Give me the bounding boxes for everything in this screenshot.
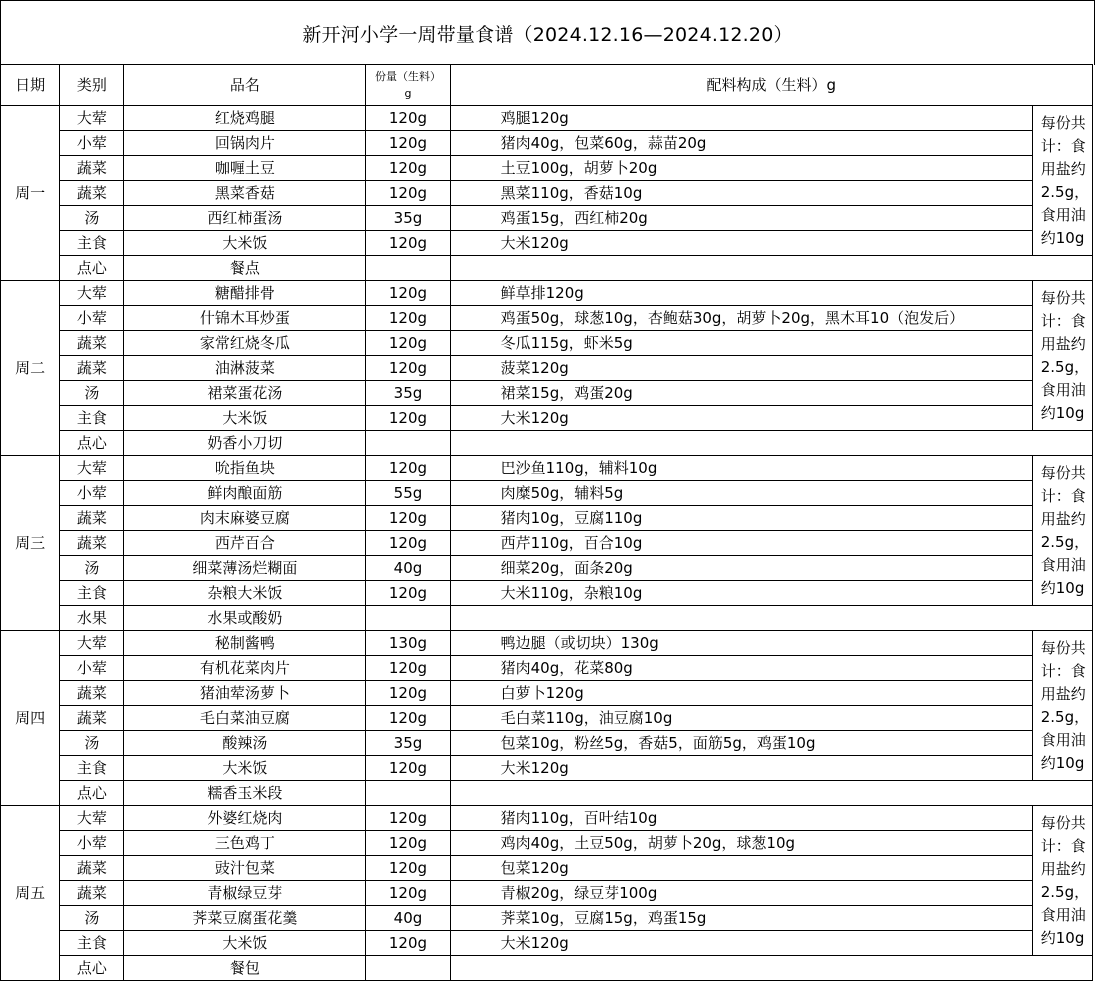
ingredients-cell: 鲜草排120g (450, 281, 1032, 306)
dish-name-cell: 水果或酸奶 (124, 606, 366, 631)
category-cell: 点心 (60, 431, 124, 456)
table-row (1, 131, 1093, 156)
portion-cell: 120g (366, 106, 450, 131)
category-cell: 汤 (60, 206, 124, 231)
dish-name-cell: 奶香小刀切 (124, 431, 366, 456)
category-cell: 主食 (60, 931, 124, 956)
header-category: 类别 (60, 65, 124, 106)
portion-cell: 120g (366, 806, 450, 831)
ingredients-cell (450, 781, 1092, 806)
dish-name-cell: 青椒绿豆芽 (124, 881, 366, 906)
ingredients-cell (450, 256, 1092, 281)
ingredients-cell (450, 956, 1092, 981)
portion-cell: 130g (366, 631, 450, 656)
table-row (1, 856, 1093, 881)
seasoning-note: 每份共计：食用盐约2.5g，食用油约10g (1032, 106, 1092, 256)
dish-name-cell: 什锦木耳炒蛋 (124, 306, 366, 331)
category-cell: 大荤 (60, 806, 124, 831)
table-row (1, 531, 1093, 556)
ingredients-cell: 西芹110g，百合10g (450, 531, 1032, 556)
page-title: 新开河小学一周带量食谱（2024.12.16—2024.12.20） (0, 0, 1095, 65)
portion-cell (366, 781, 450, 806)
table-row (1, 581, 1093, 606)
ingredients-cell: 鸡肉40g，土豆50g，胡萝卜20g，球葱10g (450, 831, 1032, 856)
seasoning-note: 每份共计：食用盐约2.5g，食用油约10g (1032, 456, 1092, 606)
portion-cell (366, 956, 450, 981)
ingredients-cell: 黑菜110g，香菇10g (450, 181, 1032, 206)
portion-cell: 120g (366, 706, 450, 731)
category-cell: 蔬菜 (60, 706, 124, 731)
ingredients-cell: 大米110g，杂粮10g (450, 581, 1032, 606)
portion-cell: 120g (366, 506, 450, 531)
category-cell: 汤 (60, 906, 124, 931)
table-row (1, 356, 1093, 381)
portion-cell: 120g (366, 181, 450, 206)
day-label: 周二 (1, 281, 60, 456)
category-cell: 蔬菜 (60, 506, 124, 531)
ingredients-cell: 大米120g (450, 931, 1032, 956)
table-row (1, 456, 1093, 481)
header-dish: 品名 (124, 65, 366, 106)
header-row (1, 65, 1093, 106)
dish-name-cell: 毛白菜油豆腐 (124, 706, 366, 731)
portion-cell: 40g (366, 906, 450, 931)
ingredients-cell: 包菜10g，粉丝5g，香菇5，面筋5g，鸡蛋10g (450, 731, 1032, 756)
dish-name-cell: 家常红烧冬瓜 (124, 331, 366, 356)
dish-name-cell: 有机花菜肉片 (124, 656, 366, 681)
portion-cell: 120g (366, 931, 450, 956)
category-cell: 蔬菜 (60, 331, 124, 356)
dish-name-cell: 餐包 (124, 956, 366, 981)
table-row (1, 281, 1093, 306)
category-cell: 小荤 (60, 831, 124, 856)
category-cell: 点心 (60, 956, 124, 981)
table-row (1, 231, 1093, 256)
ingredients-cell: 巴沙鱼110g，辅料10g (450, 456, 1032, 481)
ingredients-cell: 白萝卜120g (450, 681, 1032, 706)
table-row (1, 756, 1093, 781)
category-cell: 汤 (60, 731, 124, 756)
table-row (1, 506, 1093, 531)
table-row (1, 556, 1093, 581)
ingredients-cell: 肉糜50g，辅料5g (450, 481, 1032, 506)
portion-cell: 55g (366, 481, 450, 506)
table-row (1, 606, 1093, 631)
dish-name-cell: 三色鸡丁 (124, 831, 366, 856)
table-row (1, 881, 1093, 906)
header-portion (366, 65, 450, 106)
day-label: 周三 (1, 456, 60, 631)
category-cell: 大荤 (60, 106, 124, 131)
portion-cell: 35g (366, 206, 450, 231)
portion-cell: 120g (366, 581, 450, 606)
header-date: 日期 (1, 65, 60, 106)
category-cell: 大荤 (60, 456, 124, 481)
ingredients-cell: 土豆100g，胡萝卜20g (450, 156, 1032, 181)
dish-name-cell: 红烧鸡腿 (124, 106, 366, 131)
dish-name-cell: 餐点 (124, 256, 366, 281)
dish-name-cell: 吮指鱼块 (124, 456, 366, 481)
menu-body (1, 106, 1093, 981)
portion-cell: 120g (366, 231, 450, 256)
day-label: 周五 (1, 806, 60, 981)
ingredients-cell: 包菜120g (450, 856, 1032, 881)
ingredients-cell: 大米120g (450, 756, 1032, 781)
table-row (1, 256, 1093, 281)
table-row (1, 956, 1093, 981)
portion-cell (366, 606, 450, 631)
category-cell: 小荤 (60, 481, 124, 506)
dish-name-cell: 秘制酱鸭 (124, 631, 366, 656)
table-row (1, 431, 1093, 456)
table-row (1, 631, 1093, 656)
dish-name-cell: 外婆红烧肉 (124, 806, 366, 831)
ingredients-cell: 大米120g (450, 231, 1032, 256)
dish-name-cell: 大米饭 (124, 231, 366, 256)
category-cell: 大荤 (60, 631, 124, 656)
category-cell: 蔬菜 (60, 356, 124, 381)
table-row (1, 656, 1093, 681)
table-row (1, 706, 1093, 731)
table-row (1, 481, 1093, 506)
category-cell: 小荤 (60, 656, 124, 681)
menu-table (0, 64, 1093, 981)
category-cell: 大荤 (60, 281, 124, 306)
seasoning-note: 每份共计：食用盐约2.5g，食用油约10g (1032, 806, 1092, 956)
category-cell: 蔬菜 (60, 681, 124, 706)
dish-name-cell: 肉末麻婆豆腐 (124, 506, 366, 531)
portion-cell: 120g (366, 331, 450, 356)
category-cell: 蔬菜 (60, 156, 124, 181)
portion-cell: 120g (366, 681, 450, 706)
day-label: 周一 (1, 106, 60, 281)
dish-name-cell: 咖喱土豆 (124, 156, 366, 181)
dish-name-cell: 猪油荤汤萝卜 (124, 681, 366, 706)
table-row (1, 381, 1093, 406)
ingredients-cell: 裙菜15g，鸡蛋20g (450, 381, 1032, 406)
portion-cell: 120g (366, 131, 450, 156)
portion-cell: 120g (366, 881, 450, 906)
category-cell: 汤 (60, 556, 124, 581)
portion-cell: 120g (366, 306, 450, 331)
day-label: 周四 (1, 631, 60, 806)
table-row (1, 806, 1093, 831)
dish-name-cell: 西红柿蛋汤 (124, 206, 366, 231)
category-cell: 主食 (60, 231, 124, 256)
dish-name-cell: 杂粮大米饭 (124, 581, 366, 606)
table-row (1, 306, 1093, 331)
category-cell: 蔬菜 (60, 181, 124, 206)
portion-cell: 120g (366, 456, 450, 481)
category-cell: 蔬菜 (60, 531, 124, 556)
table-row (1, 831, 1093, 856)
portion-cell: 120g (366, 531, 450, 556)
portion-cell: 35g (366, 381, 450, 406)
ingredients-cell: 冬瓜115g，虾米5g (450, 331, 1032, 356)
table-row (1, 181, 1093, 206)
dish-name-cell: 大米饭 (124, 931, 366, 956)
ingredients-cell: 鸡腿120g (450, 106, 1032, 131)
ingredients-cell: 毛白菜110g，油豆腐10g (450, 706, 1032, 731)
ingredients-cell: 青椒20g，绿豆芽100g (450, 881, 1032, 906)
dish-name-cell: 裙菜蛋花汤 (124, 381, 366, 406)
table-row (1, 206, 1093, 231)
portion-cell: 120g (366, 406, 450, 431)
portion-cell (366, 431, 450, 456)
dish-name-cell: 细菜薄汤烂糊面 (124, 556, 366, 581)
dish-name-cell: 油淋菠菜 (124, 356, 366, 381)
portion-cell: 120g (366, 281, 450, 306)
dish-name-cell: 大米饭 (124, 406, 366, 431)
seasoning-note: 每份共计：食用盐约2.5g，食用油约10g (1032, 631, 1092, 781)
portion-cell: 40g (366, 556, 450, 581)
ingredients-cell: 猪肉40g，包菜60g，蒜苗20g (450, 131, 1032, 156)
category-cell: 主食 (60, 406, 124, 431)
dish-name-cell: 豉汁包菜 (124, 856, 366, 881)
table-row (1, 681, 1093, 706)
portion-cell: 35g (366, 731, 450, 756)
dish-name-cell: 西芹百合 (124, 531, 366, 556)
table-row (1, 106, 1093, 131)
portion-cell: 120g (366, 356, 450, 381)
dish-name-cell: 回锅肉片 (124, 131, 366, 156)
ingredients-cell: 猪肉110g，百叶结10g (450, 806, 1032, 831)
portion-cell (366, 256, 450, 281)
ingredients-cell: 猪肉40g，花菜80g (450, 656, 1032, 681)
ingredients-cell: 荠菜10g，豆腐15g，鸡蛋15g (450, 906, 1032, 931)
category-cell: 主食 (60, 756, 124, 781)
ingredients-cell (450, 606, 1092, 631)
category-cell: 小荤 (60, 306, 124, 331)
table-row (1, 731, 1093, 756)
dish-name-cell: 大米饭 (124, 756, 366, 781)
header-ingredients: 配料构成（生料）g (450, 65, 1092, 106)
ingredients-cell: 鸡蛋50g，球葱10g，杏鲍菇30g，胡萝卜20g，黑木耳10（泡发后） (450, 306, 1032, 331)
category-cell: 主食 (60, 581, 124, 606)
ingredients-cell: 鸡蛋15g，西红柿20g (450, 206, 1032, 231)
dish-name-cell: 荠菜豆腐蛋花羹 (124, 906, 366, 931)
table-row (1, 406, 1093, 431)
table-row (1, 931, 1093, 956)
seasoning-note: 每份共计：食用盐约2.5g，食用油约10g (1032, 281, 1092, 431)
dish-name-cell: 糯香玉米段 (124, 781, 366, 806)
portion-cell: 120g (366, 856, 450, 881)
table-row (1, 781, 1093, 806)
category-cell: 蔬菜 (60, 881, 124, 906)
table-row (1, 331, 1093, 356)
dish-name-cell: 鲜肉酿面筋 (124, 481, 366, 506)
category-cell: 汤 (60, 381, 124, 406)
portion-cell: 120g (366, 656, 450, 681)
dish-name-cell: 酸辣汤 (124, 731, 366, 756)
ingredients-cell (450, 431, 1092, 456)
category-cell: 蔬菜 (60, 856, 124, 881)
portion-cell: 120g (366, 756, 450, 781)
portion-cell: 120g (366, 831, 450, 856)
dish-name-cell: 糖醋排骨 (124, 281, 366, 306)
ingredients-cell: 大米120g (450, 406, 1032, 431)
category-cell: 小荤 (60, 131, 124, 156)
ingredients-cell: 鸭边腿（或切块）130g (450, 631, 1032, 656)
table-row (1, 156, 1093, 181)
dish-name-cell: 黑菜香菇 (124, 181, 366, 206)
header-portion-label: 份量（生料）g (374, 70, 441, 100)
table-row (1, 906, 1093, 931)
ingredients-cell: 猪肉10g，豆腐110g (450, 506, 1032, 531)
category-cell: 水果 (60, 606, 124, 631)
ingredients-cell: 菠菜120g (450, 356, 1032, 381)
category-cell: 点心 (60, 256, 124, 281)
category-cell: 点心 (60, 781, 124, 806)
portion-cell: 120g (366, 156, 450, 181)
ingredients-cell: 细菜20g，面条20g (450, 556, 1032, 581)
